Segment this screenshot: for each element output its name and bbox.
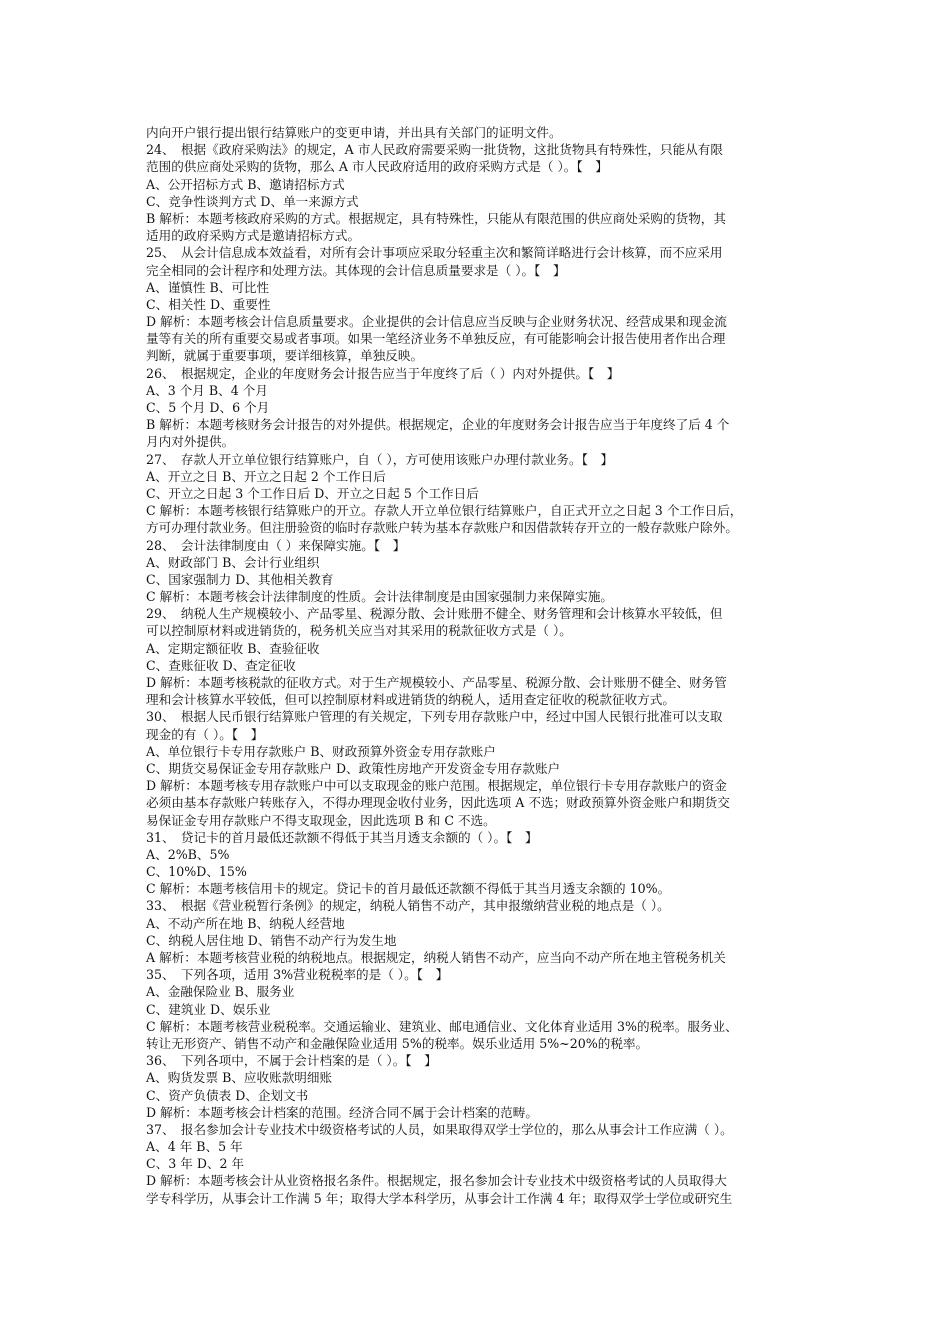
text-line: A、财政部门 B、会计行业组织	[146, 554, 320, 570]
text-line: A、金融保险业 B、服务业	[146, 984, 295, 1000]
text-line: 27、 存款人开立单位银行结算账户，自（ ），方可使用该账户办理付款业务。【 】	[146, 451, 614, 467]
text-line: C、国家强制力 D、其他相关教育	[146, 571, 334, 587]
text-line: 易保证金专用存款账户不得支取现金，因此选项 B 和 C 不选。	[146, 812, 496, 828]
text-line: A、购货发票 B、应收账款明细账	[146, 1070, 333, 1086]
text-line: A、单位银行卡专用存款账户 B、财政预算外资金专用存款账户	[146, 743, 496, 759]
text-line: A、开立之日 B、开立之日起 2 个工作日后	[146, 468, 386, 484]
text-line: A、2%B、5%	[146, 846, 230, 862]
text-line: A、定期定额征收 B、查验征收	[146, 640, 320, 656]
text-line: C、开立之日起 3 个工作日后 D、开立之日起 5 个工作日后	[146, 485, 479, 501]
text-line: 必须由基本存款账户转账存入，不得办理现金收付业务，因此选项 A 不选；财政预算外资金账户和期货交	[146, 795, 730, 811]
text-line: D 解析：本题考核专用存款账户中可以支取现金的账户范围。根据规定，单位银行卡专用存款账户的资金	[146, 778, 727, 794]
text-line: 判断，就属于重要事项，要详细核算，单独反映。	[146, 348, 424, 364]
text-line: C 解析：本题考核信用卡的规定。贷记卡的首月最低还款额不得低于其当月透支余额的 10%。	[146, 881, 671, 897]
text-line: B 解析：本题考核政府采购的方式。根据规定，具有特殊性，只能从有限范围的供应商处采购的货物，其	[146, 210, 726, 226]
text-line: 25、 从会计信息成本效益看，对所有会计事项应采取分轻重主次和繁简详略进行会计核算，而不应采用	[146, 245, 723, 261]
document-page	[146, 124, 810, 1207]
text-line: 转让无形资产、销售不动产和金融保险业适用 5%的税率。娱乐业适用 5%~20%的税率。	[146, 1035, 649, 1051]
text-line: C、10%D、15%	[146, 864, 247, 880]
text-line: 月内对外提供。	[146, 434, 235, 450]
text-line: A、谨慎性 B、可比性	[146, 279, 270, 295]
text-line: B 解析：本题考核财务会计报告的对外提供。根据规定，企业的年度财务会计报告应当于年度终了后 4 个	[146, 417, 730, 433]
text-line: 学专科学历，从事会计工作满 5 年；取得大学本科学历，从事会计工作满 4 年；取得双学士学位或研究生	[146, 1190, 733, 1206]
text-line: A、不动产所在地 B、纳税人经营地	[146, 915, 345, 931]
text-line: 33、 根据《营业税暂行条例》的规定，纳税人销售不动产，其申报缴纳营业税的地点是（ ）。	[146, 898, 670, 914]
text-line: 26、 根据规定，企业的年度财务会计报告应当于年度终了后（ ）内对外提供。【 】	[146, 365, 620, 381]
text-line: 量等有关的所有重要交易或者事项。如果一笔经济业务不单独反应，有可能影响会计报告使用者作出合理	[146, 331, 726, 347]
text-line: 36、 下列各项中，不属于会计档案的是（ ）。【 】	[146, 1053, 437, 1069]
text-line: 完全相同的会计程序和处理方法。其体现的会计信息质量要求是（ ）。【 】	[146, 262, 566, 278]
text-line: 37、 报名参加会计专业技术中级资格考试的人员，如果取得双学士学位的，那么从事会计工作应满（ ）。	[146, 1121, 733, 1137]
text-line: D 解析：本题考核会计从业资格报名条件。根据规定，报名参加会计专业技术中级资格考试的人员取得大	[146, 1173, 727, 1189]
text-line: D 解析：本题考核税款的征收方式。对于生产规模较小、产品零星、税源分散、会计账册不健全、财务管	[146, 675, 727, 690]
text-line: A、4 年 B、5 年	[146, 1139, 243, 1155]
text-line: D 解析：本题考核会计档案的范围。经济合同不属于会计档案的范畴。	[146, 1104, 538, 1120]
text-line: D 解析：本题考核会计信息质量要求。企业提供的会计信息应当反映与企业财务状况、经营成果和现金流	[146, 314, 727, 330]
text-line: C、期货交易保证金专用存款账户 D、政策性房地产开发资金专用存款账户	[146, 760, 561, 776]
text-line: 29、 纳税人生产规模较小、产品零星、税源分散、会计账册不健全、财务管理和会计核算水平较低，但	[146, 606, 723, 622]
text-line: 理和会计核算水平较低，但可以控制原材料或进销货的纳税人，适用查定征收的税款征收方式。	[146, 692, 675, 708]
text-line: C 解析：本题考核银行结算账户的开立。存款人开立单位银行结算账户，自正式开立之日起 3 个工作日后，	[146, 503, 743, 519]
text-line: C、建筑业 D、娱乐业	[146, 1001, 271, 1017]
text-line: C 解析：本题考核营业税税率。交通运输业、建筑业、邮电通信业、文化体育业适用 3%的税率。服务业、	[146, 1018, 738, 1034]
text-line: 30、 根据人民币银行结算账户管理的有关规定，下列专用存款账户中，经过中国人民银行批准可以支取	[146, 709, 723, 725]
text-line: 内向开户银行提出银行结算账户的变更申请，并出具有关部门的证明文件。	[146, 125, 562, 140]
text-line: C、查账征收 D、查定征收	[146, 657, 296, 673]
text-line: C、5 个月 D、6 个月	[146, 400, 270, 415]
text-line: A 解析：本题考核营业税的纳税地点。根据规定，纳税人销售不动产，应当向不动产所在地主管税务机关	[146, 950, 726, 965]
text-line: 可以控制原材料或进销货的，税务机关应当对其采用的税款征收方式是（ ）。	[146, 623, 572, 639]
text-line: 35、 下列各项，适用 3%营业税税率的是（ ）。【 】	[146, 967, 449, 983]
text-line: 31、 贷记卡的首月最低还款额不得低于其当月透支余额的（ ）。【 】	[146, 829, 538, 845]
text-line: C、纳税人居住地 D、销售不动产行为发生地	[146, 932, 397, 948]
text-line: 范围的供应商处采购的货物，那么 A 市人民政府适用的政府采购方式是（ ）。【 】	[146, 159, 608, 175]
text-line: A、公开招标方式 B、邀请招标方式	[146, 176, 345, 192]
text-line: C、竞争性谈判方式 D、单一来源方式	[146, 193, 359, 209]
text-line: C、3 年 D、2 年	[146, 1156, 245, 1172]
text-line: C、相关性 D、重要性	[146, 296, 271, 312]
text-line: 24、 根据《政府采购法》的规定，A 市人民政府需要采购一批货物，这批货物具有特殊性，只能从有限	[146, 142, 723, 158]
text-line: 28、 会计法律制度由（ ）来保障实施。【 】	[146, 537, 406, 553]
text-line: 方可办理付款业务。但注册验资的临时存款账户转为基本存款账户和因借款转存开立的一般存款账户除外。	[146, 520, 738, 536]
text-line: A、3 个月 B、4 个月	[146, 382, 268, 398]
text-line: C、资产负债表 D、企划文书	[146, 1087, 309, 1103]
text-line: 适用的政府采购方式是邀请招标方式。	[146, 228, 361, 244]
text-line: 现金的有（ ）。【 】	[146, 726, 264, 742]
text-line: C 解析：本题考核会计法律制度的性质。会计法律制度是由国家强制力来保障实施。	[146, 589, 614, 605]
